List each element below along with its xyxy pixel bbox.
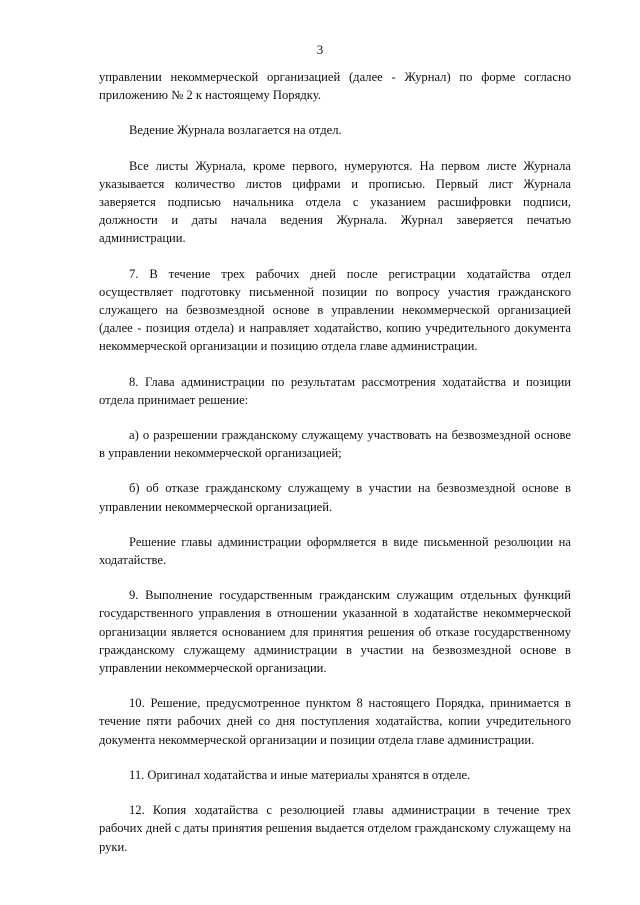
paragraph-item-7: 7. В течение трех рабочих дней после регистрации ходатайства отдел осуществляет подготовку письменной позиции по вопросу участия гражданского служащего на безвозмездной основе в управлении некоммерческой организацией (далее - позиция отдела) и направляет ходатайство, копию учредительного документа некоммерческой организации и позицию отдела главе администрации. xyxy=(99,266,571,354)
page-number: 3 xyxy=(316,42,324,57)
paragraph-item-8a: а) о разрешении гражданскому служащему участвовать на безвозмездной основе в управлении некоммерческой организацией; xyxy=(99,428,571,461)
paragraph-item-8b: б) об отказе гражданскому служащему в участии на безвозмездной основе в управлении некоммерческой организацией. xyxy=(99,481,571,514)
paragraph-item-8: 8. Глава администрации по результатам рассмотрения ходатайства и позиции отдела принимает решение: xyxy=(99,374,571,407)
paragraph-item-11: 11. Оригинал ходатайства и иные материалы хранятся в отделе. xyxy=(129,767,471,782)
paragraph-journal-continuation: управлении некоммерческой организацией (далее - Журнал) по форме согласно приложению № 2 к настоящему Порядку. xyxy=(99,70,571,103)
paragraph-item-9: 9. Выполнение государственным гражданским служащим отдельных функций государственного управления в отношении указанной в ходатайстве некоммерческой организации является основанием для принятия решения об отказе государственному гражданскому служащему администрации в участии на безвозмездной основе в управлении некоммерческой организации. xyxy=(99,588,571,676)
document-body xyxy=(99,68,571,873)
paragraph-journal-keeping: Ведение Журнала возлагается на отдел. xyxy=(129,123,342,138)
paragraph-resolution: Решение главы администрации оформляется в виде письменной резолюции на ходатайстве. xyxy=(99,534,571,568)
paragraph-journal-sheets: Все листы Журнала, кроме первого, нумеруются. На первом листе Журнала указывается количество листов цифрами и прописью. Первый лист Журнала заверяется подписью начальника отдела с указанием расшифровки подписи, должности и даты начала ведения Журнала. Журнал заверяется печатью администрации. xyxy=(99,158,571,246)
paragraph-item-10: 10. Решение, предусмотренное пунктом 8 настоящего Порядка, принимается в течение пяти рабочих дней со дня поступления ходатайства, копии учредительного документа некоммерческой организации и позиции отдела главе администрации. xyxy=(99,696,571,747)
paragraph-item-12: 12. Копия ходатайства с резолюцией главы администрации в течение трех рабочих дней с даты принятия решения выдается отделом гражданскому служащему на руки. xyxy=(99,803,571,854)
